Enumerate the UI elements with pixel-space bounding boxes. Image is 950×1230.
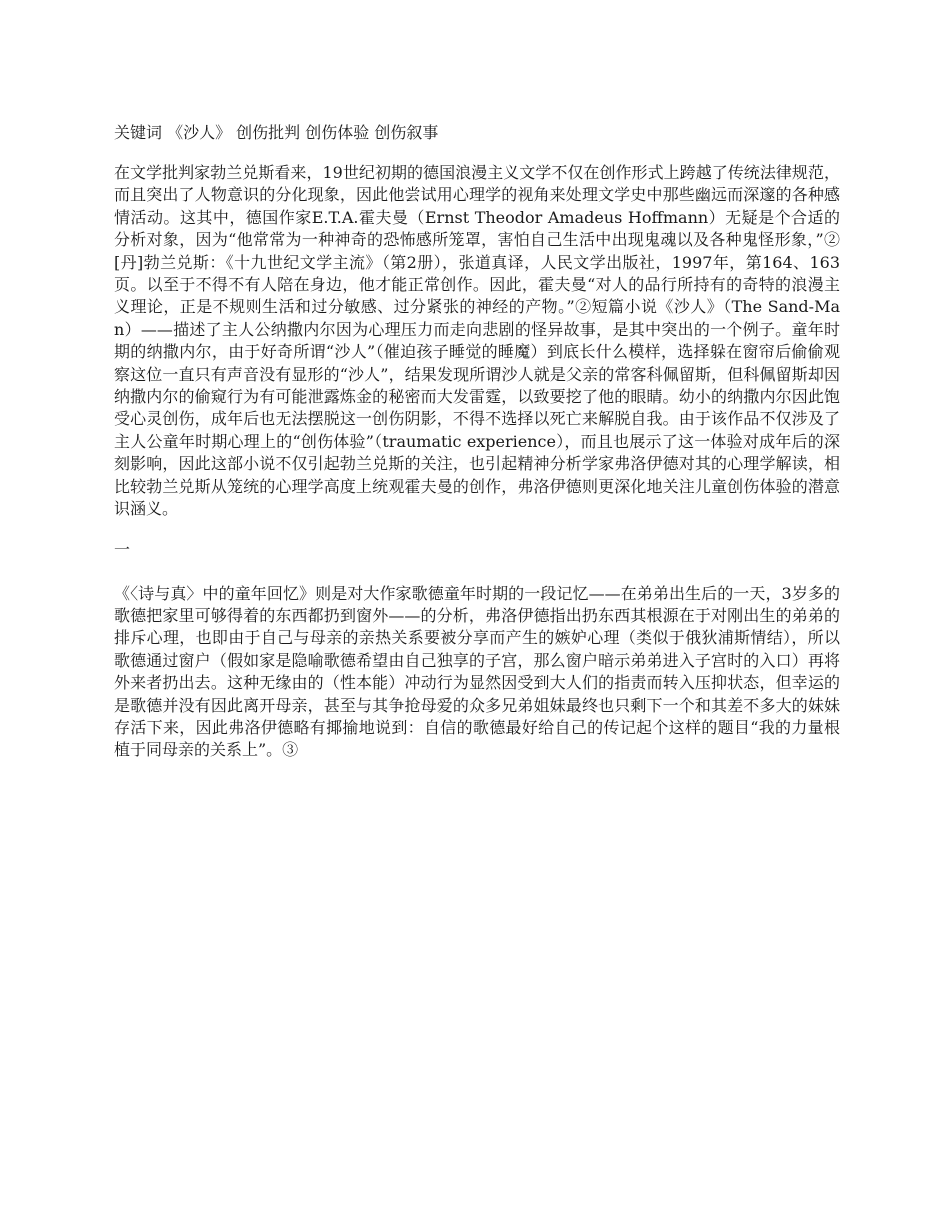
keywords-line: 关键词 《沙人》 创伤批判 创伤体验 创伤叙事 [114,123,439,142]
paragraph-intro: 在文学批判家勃兰兑斯看来，19世纪初期的德国浪漫主义文学不仅在创作形式上跨越了传统法律规范，而且突出了人物意识的分化现象，因此他尝试用心理学的视角来处理文学史中那些幽远而深邃的各种感情活动。这其中，德国作家E.T.A.霍夫曼（Ernst Theodor Amadeus Hoffmann）无疑是个合适的分析对象，因为“他常常为一种神奇的恐怖感所笼罩，害怕自己生活中出现鬼魂以及各种鬼怪形象，”②[丹]勃兰兑斯：《十九世纪文学主流》（第2册），张道真译，人民文学出版社，1997年，第164、163页。以至于不得不有人陪在身边，他才能正常创作。因此，霍夫曼“对人的品行所持有的奇特的浪漫主义理论，正是不规则生活和过分敏感、过分紧张的神经的产物。”②短篇小说《沙人》（The Sand-Man）——描述了主人公纳撒内尔因为心理压力而走向悲剧的怪异故事，是其中突出的一个例子。童年时期的纳撒内尔，由于好奇所谓“沙人”（催迫孩子睡觉的睡魔）到底长什么模样，选择躲在窗帘后偷偷观察这位一直只有声音没有显形的“沙人”，结果发现所谓沙人就是父亲的常客科佩留斯，但科佩留斯却因纳撒内尔的偷窥行为有可能泄露炼金的秘密而大发雷霆，以致要挖了他的眼睛。幼小的纳撒内尔因此饱受心灵创伤，成年后也无法摆脱这一创伤阴影，不得不选择以死亡来解脱自我。由于该作品不仅涉及了主人公童年时期心理上的“创伤体验”（traumatic experience），而且也展示了这一体验对成年后的深刻影响，因此这部小说不仅引起勃兰兑斯的关注，也引起精神分析学家弗洛伊德对其的心理学解读，相比较勃兰兑斯从笼统的心理学高度上统观霍夫曼的创作，弗洛伊德则更深化地关注儿童创伤体验的潜意识涵义。 [114,163,840,519]
paragraph-goethe: 《〈诗与真〉中的童年回忆》则是对大作家歌德童年时期的一段记忆——在弟弟出生后的一天，3岁多的歌德把家里可够得着的东西都扔到窗外——的分析，弗洛伊德指出扔东西其根源在于对刚出生的弟弟的排斥心理，也即由于自己与母亲的亲热关系要被分享而产生的嫉妒心理（类似于俄狄浦斯情结），所以歌德通过窗户（假如家是隐喻歌德希望由自己独享的子宫，那么窗户暗示弟弟进入子宫时的入口）再将外来者扔出去。这种无缘由的（性本能）冲动行为显然因受到大人们的指责而转入压抑状态，但幸运的是歌德并没有因此离开母亲，甚至与其争抢母爱的众多兄弟姐妹最终也只剩下一个和其差不多大的妹妹存活下来，因此弗洛伊德略有揶揄地说到：自信的歌德最好给自己的传记起个这样的题目“我的力量根植于同母亲的关系上”。③ [114,583,840,760]
document-page [114,122,840,762]
section-heading: 一 [114,539,131,559]
